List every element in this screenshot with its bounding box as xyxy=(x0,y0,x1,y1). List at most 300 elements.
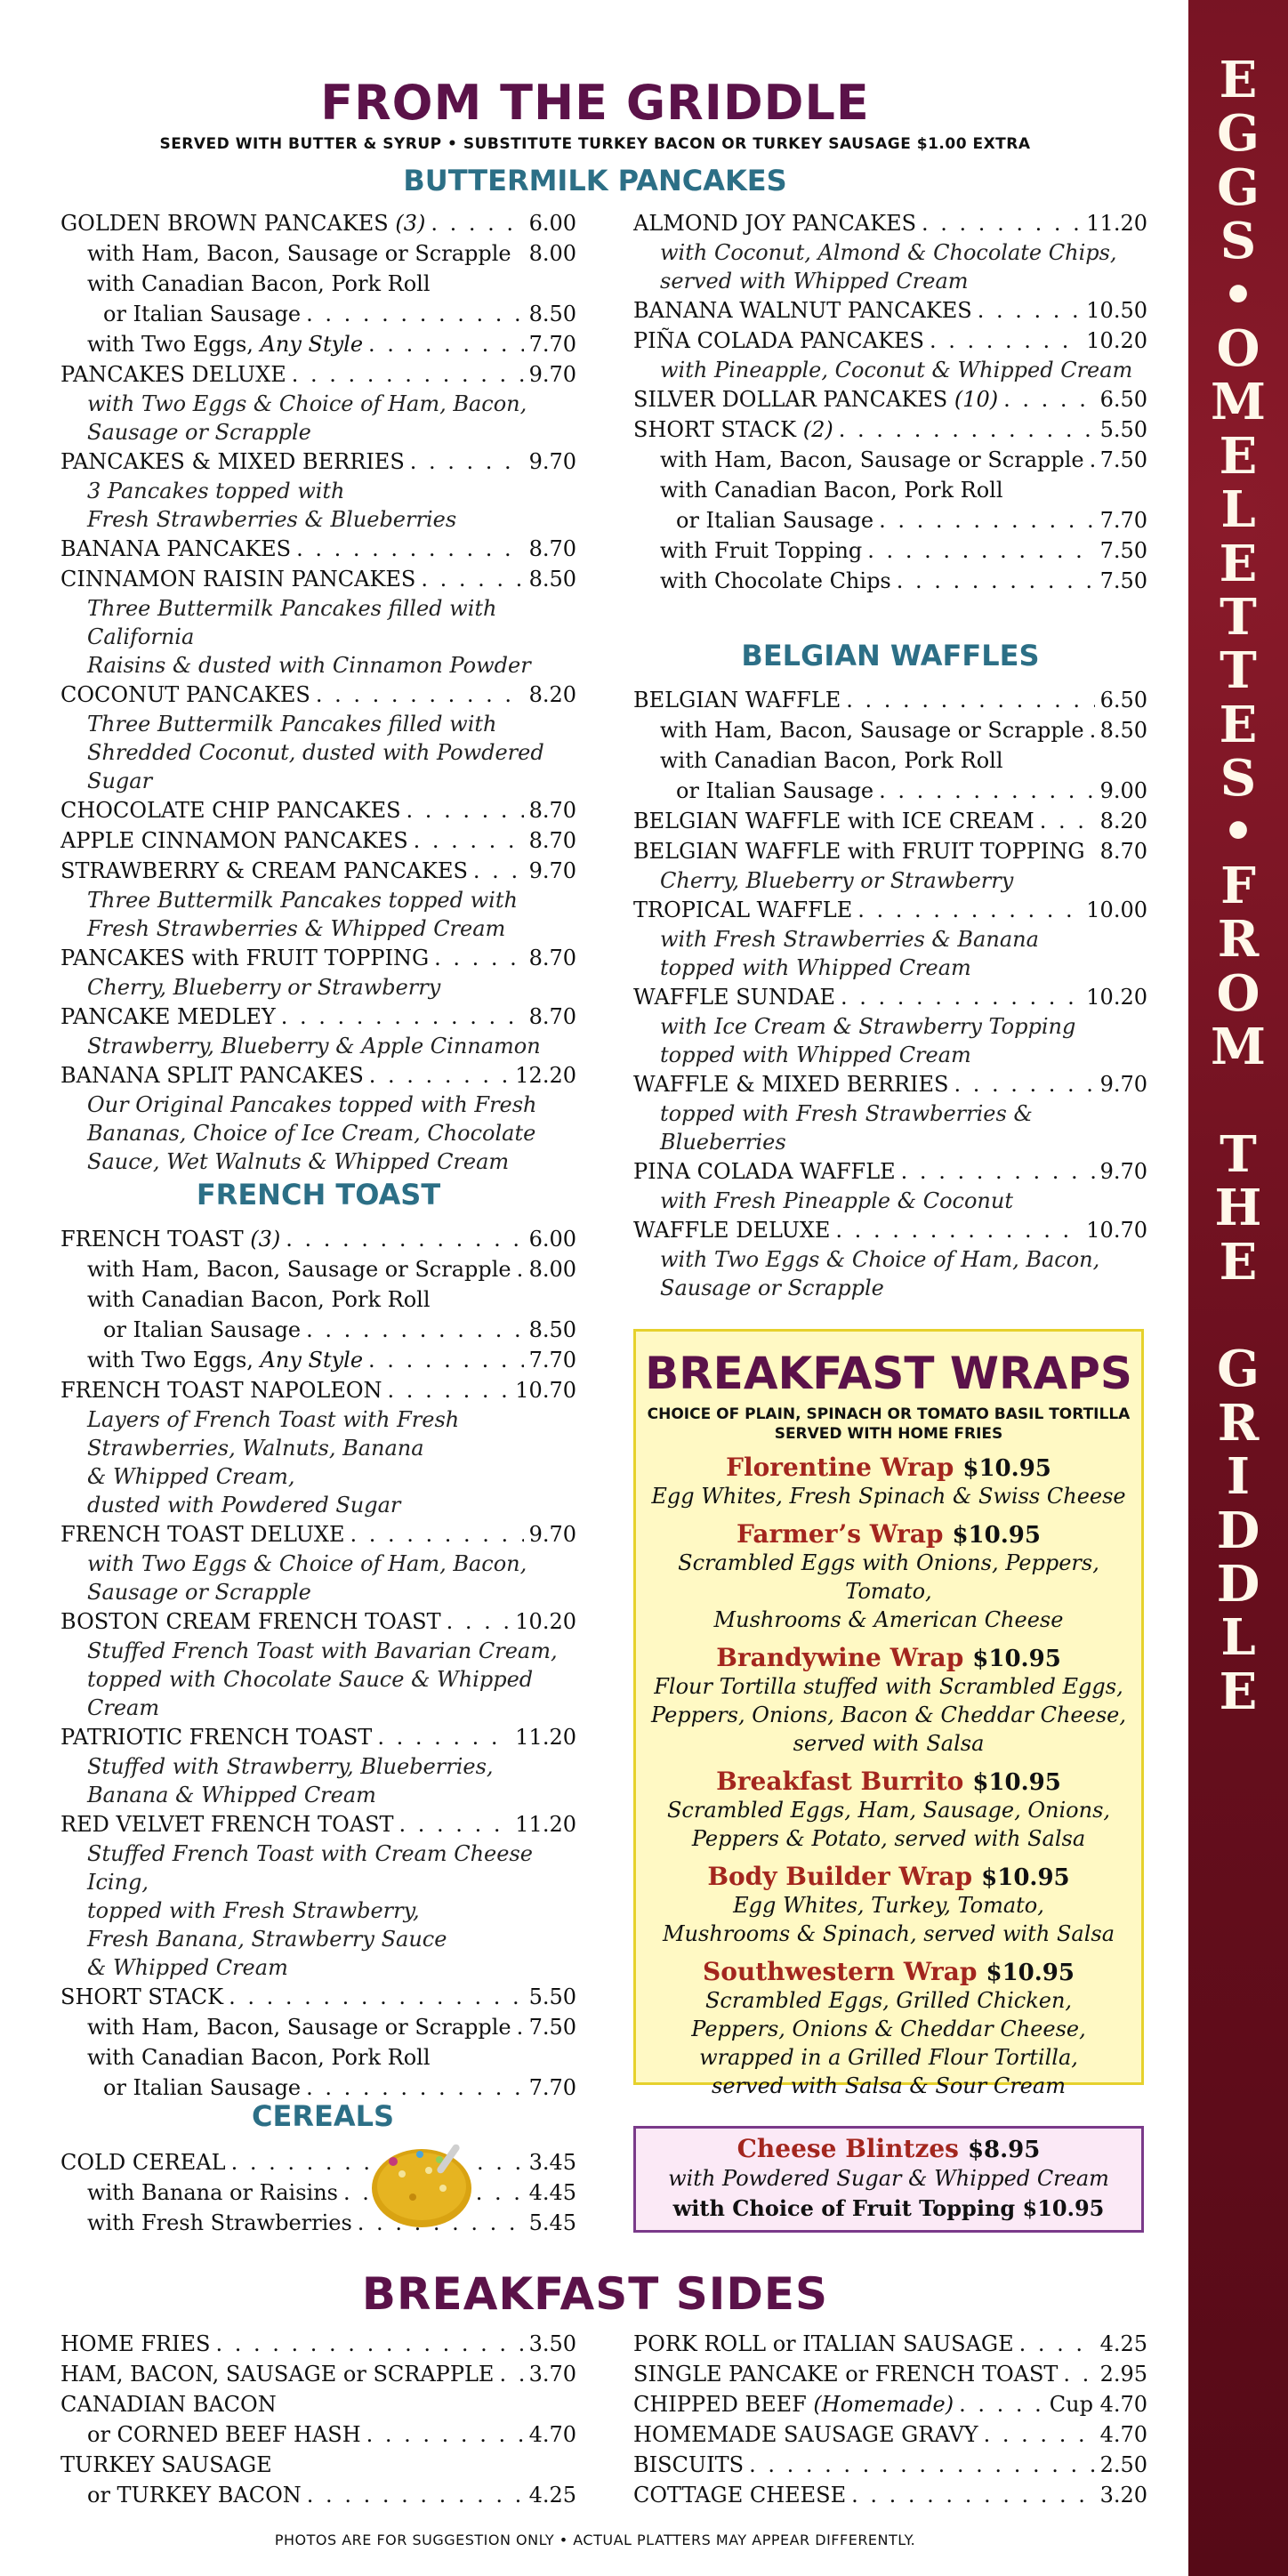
item-name-text: HAM, BACON, SAUSAGE or SCRAPPLE xyxy=(60,2362,495,2387)
wrap-header xyxy=(636,1519,1141,1549)
menu-item-option xyxy=(633,566,1147,596)
item-name-text: TROPICAL WAFFLE xyxy=(633,898,853,922)
wrap-item xyxy=(636,1767,1141,1853)
item-description: Our Original Pancakes topped with Fresh xyxy=(87,1092,537,1117)
item-note: (2) xyxy=(796,417,833,442)
menu-item xyxy=(60,2450,576,2480)
sides-right-list xyxy=(633,2329,1147,2510)
wrap-description: Mushrooms & Spinach, served with Salsa xyxy=(662,1921,1115,1946)
item-price: 4.25 xyxy=(1099,2331,1147,2356)
dot-leader xyxy=(499,2359,523,2389)
wrap-name: Body Builder Wrap xyxy=(707,1862,973,1891)
item-name xyxy=(660,715,1084,745)
pancakes-title: BUTTERMILK PANCAKES xyxy=(403,164,787,197)
menu-item xyxy=(60,1375,576,1405)
item-name xyxy=(60,1606,441,1637)
item-name-text: BELGIAN WAFFLE with ICE CREAM xyxy=(633,809,1034,833)
wrap-header xyxy=(636,1767,1141,1796)
item-price: 5.45 xyxy=(528,2210,576,2235)
item-price: 8.00 xyxy=(528,241,576,266)
item-name-text: HOME FRIES xyxy=(60,2331,211,2356)
wrap-header xyxy=(636,1453,1141,1482)
item-name-text: or Italian Sausage xyxy=(676,778,874,803)
menu-item xyxy=(60,825,576,856)
sidebar-letter: R xyxy=(1217,1393,1260,1453)
dot-leader xyxy=(377,1722,510,1752)
item-price: 10.70 xyxy=(515,1378,576,1403)
item-name xyxy=(633,2329,1014,2359)
item-note: (3) xyxy=(243,1227,281,1252)
item-name-text: PIÑA COLADA PANCAKES xyxy=(633,328,924,353)
dot-leader xyxy=(839,415,1095,445)
item-price: 8.50 xyxy=(528,1317,576,1342)
menu-item-option xyxy=(633,745,1147,776)
item-name-text: SILVER DOLLAR PANCAKES xyxy=(633,387,948,412)
item-price: 12.20 xyxy=(515,1063,576,1088)
item-name-text: with Fresh Strawberries xyxy=(87,2210,352,2235)
item-name-text: or Italian Sausage xyxy=(103,2075,302,2100)
item-name xyxy=(60,2389,277,2419)
menu-item xyxy=(60,943,576,973)
item-name-text: PINA COLADA WAFFLE xyxy=(633,1159,896,1184)
sides-left-list xyxy=(60,2329,576,2510)
item-name xyxy=(60,2147,226,2178)
item-name xyxy=(60,1722,372,1752)
item-description: Shredded Coconut, dusted with Powdered Sugar xyxy=(87,740,544,793)
item-name-text: GOLDEN BROWN PANCAKES xyxy=(60,211,389,236)
menu-item xyxy=(60,2389,576,2419)
dot-leader xyxy=(410,447,524,477)
item-name-text: HOMEMADE SAUSAGE GRAVY xyxy=(633,2422,978,2447)
item-name xyxy=(60,1809,394,1839)
wrap-description: Flour Tortilla stuffed with Scrambled Eggs, xyxy=(654,1674,1123,1699)
item-description: Stuffed with Strawberry, Blueberries, xyxy=(87,1754,494,1779)
menu-item-option xyxy=(60,2419,576,2450)
item-name xyxy=(60,2329,211,2359)
item-price: 2.95 xyxy=(1099,2362,1147,2387)
dot-leader xyxy=(421,564,523,594)
menu-item-option xyxy=(60,238,576,269)
menu-item-option xyxy=(60,1345,576,1375)
item-name xyxy=(633,836,1085,866)
item-description: with Two Eggs & Choice of Ham, Bacon, xyxy=(87,1551,527,1576)
item-name-text: PANCAKE MEDLEY xyxy=(60,1004,276,1029)
item-price: 8.70 xyxy=(528,1004,576,1029)
item-price: 3.20 xyxy=(1099,2483,1147,2508)
dot-leader xyxy=(369,1060,511,1091)
item-name-text: CINNAMON RAISIN PANCAKES xyxy=(60,567,416,592)
sidebar-letter: O xyxy=(1216,318,1260,378)
sidebar-letter: G xyxy=(1217,1340,1260,1399)
wrap-price: $10.95 xyxy=(981,1864,1070,1891)
item-description: Cherry, Blueberry or Strawberry xyxy=(660,868,1014,893)
sidebar-letter: E xyxy=(1219,51,1258,109)
sidebar-letter: R xyxy=(1217,910,1260,970)
dot-leader xyxy=(431,208,523,238)
menu-item xyxy=(633,1069,1147,1099)
item-price: 10.20 xyxy=(1086,985,1147,1010)
dot-leader xyxy=(1040,806,1095,836)
item-name xyxy=(633,326,924,356)
breakfast-wraps-box xyxy=(633,1329,1144,2098)
wrap-item xyxy=(636,1643,1141,1758)
menu-item-option xyxy=(633,776,1147,806)
item-name xyxy=(60,534,291,564)
dot-leader xyxy=(350,1519,523,1550)
wrap-name: Brandywine Wrap xyxy=(716,1643,964,1672)
menu-item xyxy=(60,359,576,390)
item-price: 8.00 xyxy=(528,1257,576,1282)
sidebar-letter: T xyxy=(1220,641,1257,701)
wrap-name: Southwestern Wrap xyxy=(702,1957,978,1986)
wrap-description: Scrambled Eggs, Ham, Sausage, Onions, xyxy=(666,1798,1111,1823)
item-price: 6.50 xyxy=(1099,387,1147,412)
item-price: 11.20 xyxy=(1086,211,1147,236)
footer-disclaimer: PHOTOS ARE FOR SUGGESTION ONLY • ACTUAL PLATTERS MAY APPEAR DIFFERENTLY. xyxy=(274,2532,916,2548)
item-description: Stuffed French Toast with Cream Cheese Icing, xyxy=(87,1841,533,1895)
dot-leader xyxy=(922,208,1081,238)
item-name xyxy=(633,1156,896,1187)
item-name-text: with Two Eggs, xyxy=(87,1348,261,1373)
item-description: & Whipped Cream xyxy=(87,1955,288,1980)
wrap-header xyxy=(636,1957,1141,1986)
waffles-list xyxy=(633,685,1147,1302)
item-note: Any Style xyxy=(260,332,364,357)
item-name xyxy=(633,895,852,925)
dot-leader xyxy=(901,1156,1095,1187)
wraps-title: BREAKFAST WRAPS xyxy=(645,1348,1132,1399)
cereals-title: CEREALS xyxy=(252,2099,395,2133)
item-description: with Two Eggs & Choice of Ham, Bacon, xyxy=(87,391,527,416)
item-price: 9.70 xyxy=(528,362,576,387)
blintzes-desc: with Powdered Sugar & Whipped Cream xyxy=(668,2166,1109,2191)
menu-item xyxy=(633,982,1147,1012)
sidebar-letter: G xyxy=(1217,157,1260,217)
dot-leader xyxy=(216,2329,524,2359)
item-price: 10.70 xyxy=(1086,1218,1147,1243)
dot-leader xyxy=(368,329,524,359)
item-description: Layers of French Toast with Fresh xyxy=(87,1407,460,1432)
item-name xyxy=(87,329,363,359)
item-name xyxy=(60,564,415,594)
sidebar-letter: E xyxy=(1219,1232,1258,1292)
sidebar-letter: D xyxy=(1216,1554,1260,1614)
item-name xyxy=(87,269,431,299)
item-price: 8.70 xyxy=(528,828,576,853)
item-name xyxy=(660,445,1084,475)
sidebar-letter: H xyxy=(1214,1179,1262,1238)
wrap-price: $10.95 xyxy=(972,1769,1061,1796)
item-name-text: ALMOND JOY PANCAKES xyxy=(633,211,917,236)
menu-item xyxy=(60,1809,576,1839)
item-name-text: or Italian Sausage xyxy=(103,302,302,326)
item-price: 3.50 xyxy=(528,2331,576,2356)
item-name xyxy=(60,2450,272,2480)
menu-item xyxy=(60,1519,576,1550)
item-name-text: with Ham, Bacon, Sausage or Scrapple xyxy=(660,718,1084,743)
menu-item xyxy=(633,1215,1147,1245)
item-price: 3.70 xyxy=(528,2362,576,2387)
item-name-text: BANANA PANCAKES xyxy=(60,536,292,561)
menu-item-option xyxy=(60,1254,576,1284)
item-name-text: SHORT STACK xyxy=(60,1984,224,2009)
menu-item-option xyxy=(60,2012,576,2042)
item-name-text: BANANA WALNUT PANCAKES xyxy=(633,298,972,323)
menu-item-option xyxy=(60,2208,576,2238)
wrap-price: $10.95 xyxy=(952,1522,1041,1549)
dot-leader xyxy=(473,856,524,886)
dot-leader xyxy=(281,1002,524,1032)
item-price: 6.00 xyxy=(528,1227,576,1252)
item-name-text: with Chocolate Chips xyxy=(660,568,891,593)
item-description: Sausage or Scrapple xyxy=(87,1580,311,1605)
item-description: Strawberry, Blueberry & Apple Cinnamon xyxy=(87,1034,541,1059)
menu-item xyxy=(60,1224,576,1254)
item-description: Fresh Strawberries & Blueberries xyxy=(87,507,457,532)
item-name-text: or Italian Sausage xyxy=(103,1317,302,1342)
item-description: Bananas, Choice of Ice Cream, Chocolate xyxy=(87,1121,536,1146)
item-description: Cherry, Blueberry or Strawberry xyxy=(87,975,441,1000)
sidebar-letter: L xyxy=(1220,1608,1256,1668)
item-name xyxy=(633,2419,978,2450)
sidebar-letter: L xyxy=(1220,480,1256,540)
menu-item xyxy=(60,1060,576,1091)
item-name xyxy=(87,2208,352,2238)
menu-item xyxy=(60,534,576,564)
item-description: Sauce, Wet Walnuts & Whipped Cream xyxy=(87,1149,510,1174)
menu-item xyxy=(633,2450,1147,2480)
item-name xyxy=(633,2480,846,2510)
item-description: topped with Whipped Cream xyxy=(660,1042,971,1067)
menu-item xyxy=(633,685,1147,715)
dot-leader xyxy=(517,2012,524,2042)
item-note: (10) xyxy=(947,387,999,412)
menu-item xyxy=(60,447,576,477)
menu-item xyxy=(633,2480,1147,2510)
item-price: 11.20 xyxy=(515,1725,576,1750)
sidebar-letter: O xyxy=(1216,963,1260,1023)
item-name-text: with Canadian Bacon, Pork Roll xyxy=(87,271,431,296)
item-note: (Homemade) xyxy=(813,2392,954,2417)
item-description: topped with Chocolate Sauce & Whipped Cream xyxy=(87,1667,534,1720)
item-name-text: RED VELVET FRENCH TOAST xyxy=(60,1812,394,1837)
item-name xyxy=(633,2389,954,2419)
menu-item xyxy=(60,2329,576,2359)
dot-leader xyxy=(879,776,1094,806)
wrap-name: Farmer’s Wrap xyxy=(737,1519,944,1549)
item-name-text: or Italian Sausage xyxy=(676,508,874,533)
item-name-text: APPLE CINNAMON PANCAKES xyxy=(60,828,408,853)
item-name xyxy=(60,2359,494,2389)
dot-leader xyxy=(306,299,523,329)
item-note: Any Style xyxy=(260,1348,364,1373)
item-price: 8.50 xyxy=(528,567,576,592)
item-name xyxy=(633,295,972,326)
item-description: with Two Eggs & Choice of Ham, Bacon, xyxy=(660,1247,1100,1272)
dot-leader xyxy=(1019,2329,1095,2359)
item-description: with Fresh Strawberries & Banana xyxy=(660,927,1039,952)
item-name-text: FRENCH TOAST DELUXE xyxy=(60,1522,345,1547)
item-description: served with Whipped Cream xyxy=(660,269,969,294)
sidebar-letter: S xyxy=(1220,212,1257,271)
dot-leader xyxy=(1063,2359,1094,2389)
wrap-description: Peppers, Onions, Bacon & Cheddar Cheese, xyxy=(651,1703,1126,1727)
sidebar-banner xyxy=(1188,0,1288,2576)
item-name xyxy=(103,2073,301,2103)
sidebar-letter: G xyxy=(1217,104,1260,164)
item-price: 7.50 xyxy=(528,2015,576,2040)
item-name xyxy=(87,2178,338,2208)
menu-item xyxy=(633,415,1147,445)
item-name-text: PORK ROLL or ITALIAN SAUSAGE xyxy=(633,2331,1014,2356)
item-name-text: or CORNED BEEF HASH xyxy=(87,2422,361,2447)
dot-leader xyxy=(978,295,1082,326)
item-price: 7.70 xyxy=(528,2075,576,2100)
dot-leader xyxy=(1090,715,1095,745)
item-price: 9.70 xyxy=(528,1522,576,1547)
item-name xyxy=(87,1254,511,1284)
menu-item xyxy=(633,1156,1147,1187)
menu-item xyxy=(60,1606,576,1637)
item-name xyxy=(660,475,1003,505)
item-price: 6.50 xyxy=(1099,688,1147,712)
menu-item-option xyxy=(60,2073,576,2103)
item-name-text: WAFFLE & MIXED BERRIES xyxy=(633,1072,949,1097)
dot-leader xyxy=(366,2419,524,2450)
item-price: 7.70 xyxy=(528,332,576,357)
item-name xyxy=(633,2359,1058,2389)
griddle-title: FROM THE GRIDDLE xyxy=(320,75,870,131)
sides-title: BREAKFAST SIDES xyxy=(361,2268,829,2320)
item-description: Sausage or Scrapple xyxy=(660,1276,884,1300)
item-price: 4.25 xyxy=(528,2483,576,2508)
item-price: 4.70 xyxy=(528,2422,576,2447)
sidebar-letter: E xyxy=(1219,534,1258,593)
wrap-price: $10.95 xyxy=(962,1455,1051,1482)
dot-leader xyxy=(846,685,1094,715)
cheese-blintzes-box xyxy=(633,2126,1144,2233)
item-name xyxy=(60,1982,223,2012)
item-name xyxy=(633,806,1034,836)
item-name xyxy=(60,359,286,390)
dot-leader xyxy=(517,1254,524,1284)
dot-leader xyxy=(851,2480,1094,2510)
item-name-text: COLD CEREAL xyxy=(60,2150,226,2175)
item-name xyxy=(87,238,511,269)
item-description: Strawberries, Walnuts, Banana xyxy=(87,1436,424,1461)
sidebar-letter: E xyxy=(1219,1662,1258,1721)
item-name xyxy=(676,776,873,806)
item-description: Stuffed French Toast with Bavarian Cream, xyxy=(87,1638,558,1663)
sidebar-letter: S xyxy=(1220,749,1257,809)
menu-item-option xyxy=(60,2178,576,2208)
item-name xyxy=(633,2450,744,2480)
griddle-subtitle: SERVED WITH BUTTER & SYRUP • SUBSTITUTE TURKEY BACON OR TURKEY SAUSAGE $1.00 EXTRA xyxy=(159,135,1031,153)
item-name xyxy=(103,1315,301,1345)
dot-leader xyxy=(857,895,1081,925)
item-name-text: CHIPPED BEEF xyxy=(633,2392,814,2417)
item-name-text: FRENCH TOAST NAPOLEON xyxy=(60,1378,382,1403)
item-name-text: with Ham, Bacon, Sausage or Scrapple xyxy=(87,241,511,266)
item-name-text: with Fruit Topping xyxy=(660,538,863,563)
item-price: 7.50 xyxy=(1099,568,1147,593)
item-price: 8.70 xyxy=(528,536,576,561)
item-name-text: BELGIAN WAFFLE with FRUIT TOPPING xyxy=(633,839,1085,864)
menu-item xyxy=(633,2389,1147,2419)
item-name xyxy=(60,825,408,856)
item-description: Three Buttermilk Pancakes filled with xyxy=(87,712,497,737)
item-name xyxy=(60,795,401,825)
item-price: Cup 4.70 xyxy=(1049,2392,1147,2417)
item-name xyxy=(60,1519,344,1550)
dot-leader xyxy=(1090,445,1095,475)
cereal-bowl-icon xyxy=(366,2135,477,2233)
menu-item xyxy=(60,2359,576,2389)
item-price: 8.70 xyxy=(528,798,576,823)
item-price: 9.70 xyxy=(528,449,576,474)
item-name-text: with Canadian Bacon, Pork Roll xyxy=(660,478,1003,503)
sidebar-letter: M xyxy=(1211,1018,1266,1077)
item-name-text: with Canadian Bacon, Pork Roll xyxy=(87,2045,431,2070)
item-name xyxy=(633,1069,948,1099)
sidebar-letter: • xyxy=(1222,265,1254,325)
item-price: 7.50 xyxy=(1099,447,1147,472)
menu-item xyxy=(633,384,1147,415)
dot-leader xyxy=(307,2480,524,2510)
menu-item-option xyxy=(60,1315,576,1345)
menu-item xyxy=(60,2147,576,2178)
menu-item xyxy=(60,208,576,238)
waffles-title: BELGIAN WAFFLES xyxy=(741,639,1040,672)
item-name xyxy=(60,943,429,973)
wrap-header xyxy=(636,1862,1141,1891)
wrap-item xyxy=(636,1957,1141,2100)
item-price: 5.50 xyxy=(528,1984,576,2009)
menu-item-option xyxy=(633,445,1147,475)
dot-leader xyxy=(306,1315,523,1345)
item-description: with Pineapple, Coconut & Whipped Cream xyxy=(660,358,1133,382)
right-pancakes-list xyxy=(633,208,1147,596)
item-name xyxy=(87,2042,431,2073)
menu-item xyxy=(60,564,576,594)
sidebar-letter: E xyxy=(1219,426,1258,486)
item-price: 9.70 xyxy=(1099,1159,1147,1184)
menu-item xyxy=(60,1002,576,1032)
item-name-text: with Ham, Bacon, Sausage or Scrapple xyxy=(87,1257,511,1282)
item-name-text: with Ham, Bacon, Sausage or Scrapple xyxy=(87,2015,511,2040)
item-description: Sausage or Scrapple xyxy=(87,420,311,445)
item-name-text: BISCUITS xyxy=(633,2452,745,2477)
dot-leader xyxy=(306,2073,523,2103)
item-name xyxy=(87,2480,302,2510)
item-name-text: CANADIAN BACON xyxy=(60,2392,277,2417)
item-name xyxy=(60,1002,276,1032)
item-name-text: WAFFLE DELUXE xyxy=(633,1218,831,1243)
item-price: 7.70 xyxy=(528,1348,576,1373)
item-name-text: SINGLE PANCAKE or FRENCH TOAST xyxy=(633,2362,1059,2387)
menu-item-option xyxy=(60,1284,576,1315)
blintzes-fruit-option: with Choice of Fruit Topping $10.95 xyxy=(672,2195,1105,2221)
wrap-price: $10.95 xyxy=(986,1960,1075,1986)
dot-leader xyxy=(879,505,1094,535)
dot-leader xyxy=(984,2419,1095,2450)
menu-item-option xyxy=(633,715,1147,745)
wrap-description: Egg Whites, Turkey, Tomato, xyxy=(733,1893,1044,1918)
dot-leader xyxy=(292,359,524,390)
item-description: dusted with Powdered Sugar xyxy=(87,1493,401,1517)
menu-item xyxy=(60,856,576,886)
item-name-text: BANANA SPLIT PANCAKES xyxy=(60,1063,364,1088)
